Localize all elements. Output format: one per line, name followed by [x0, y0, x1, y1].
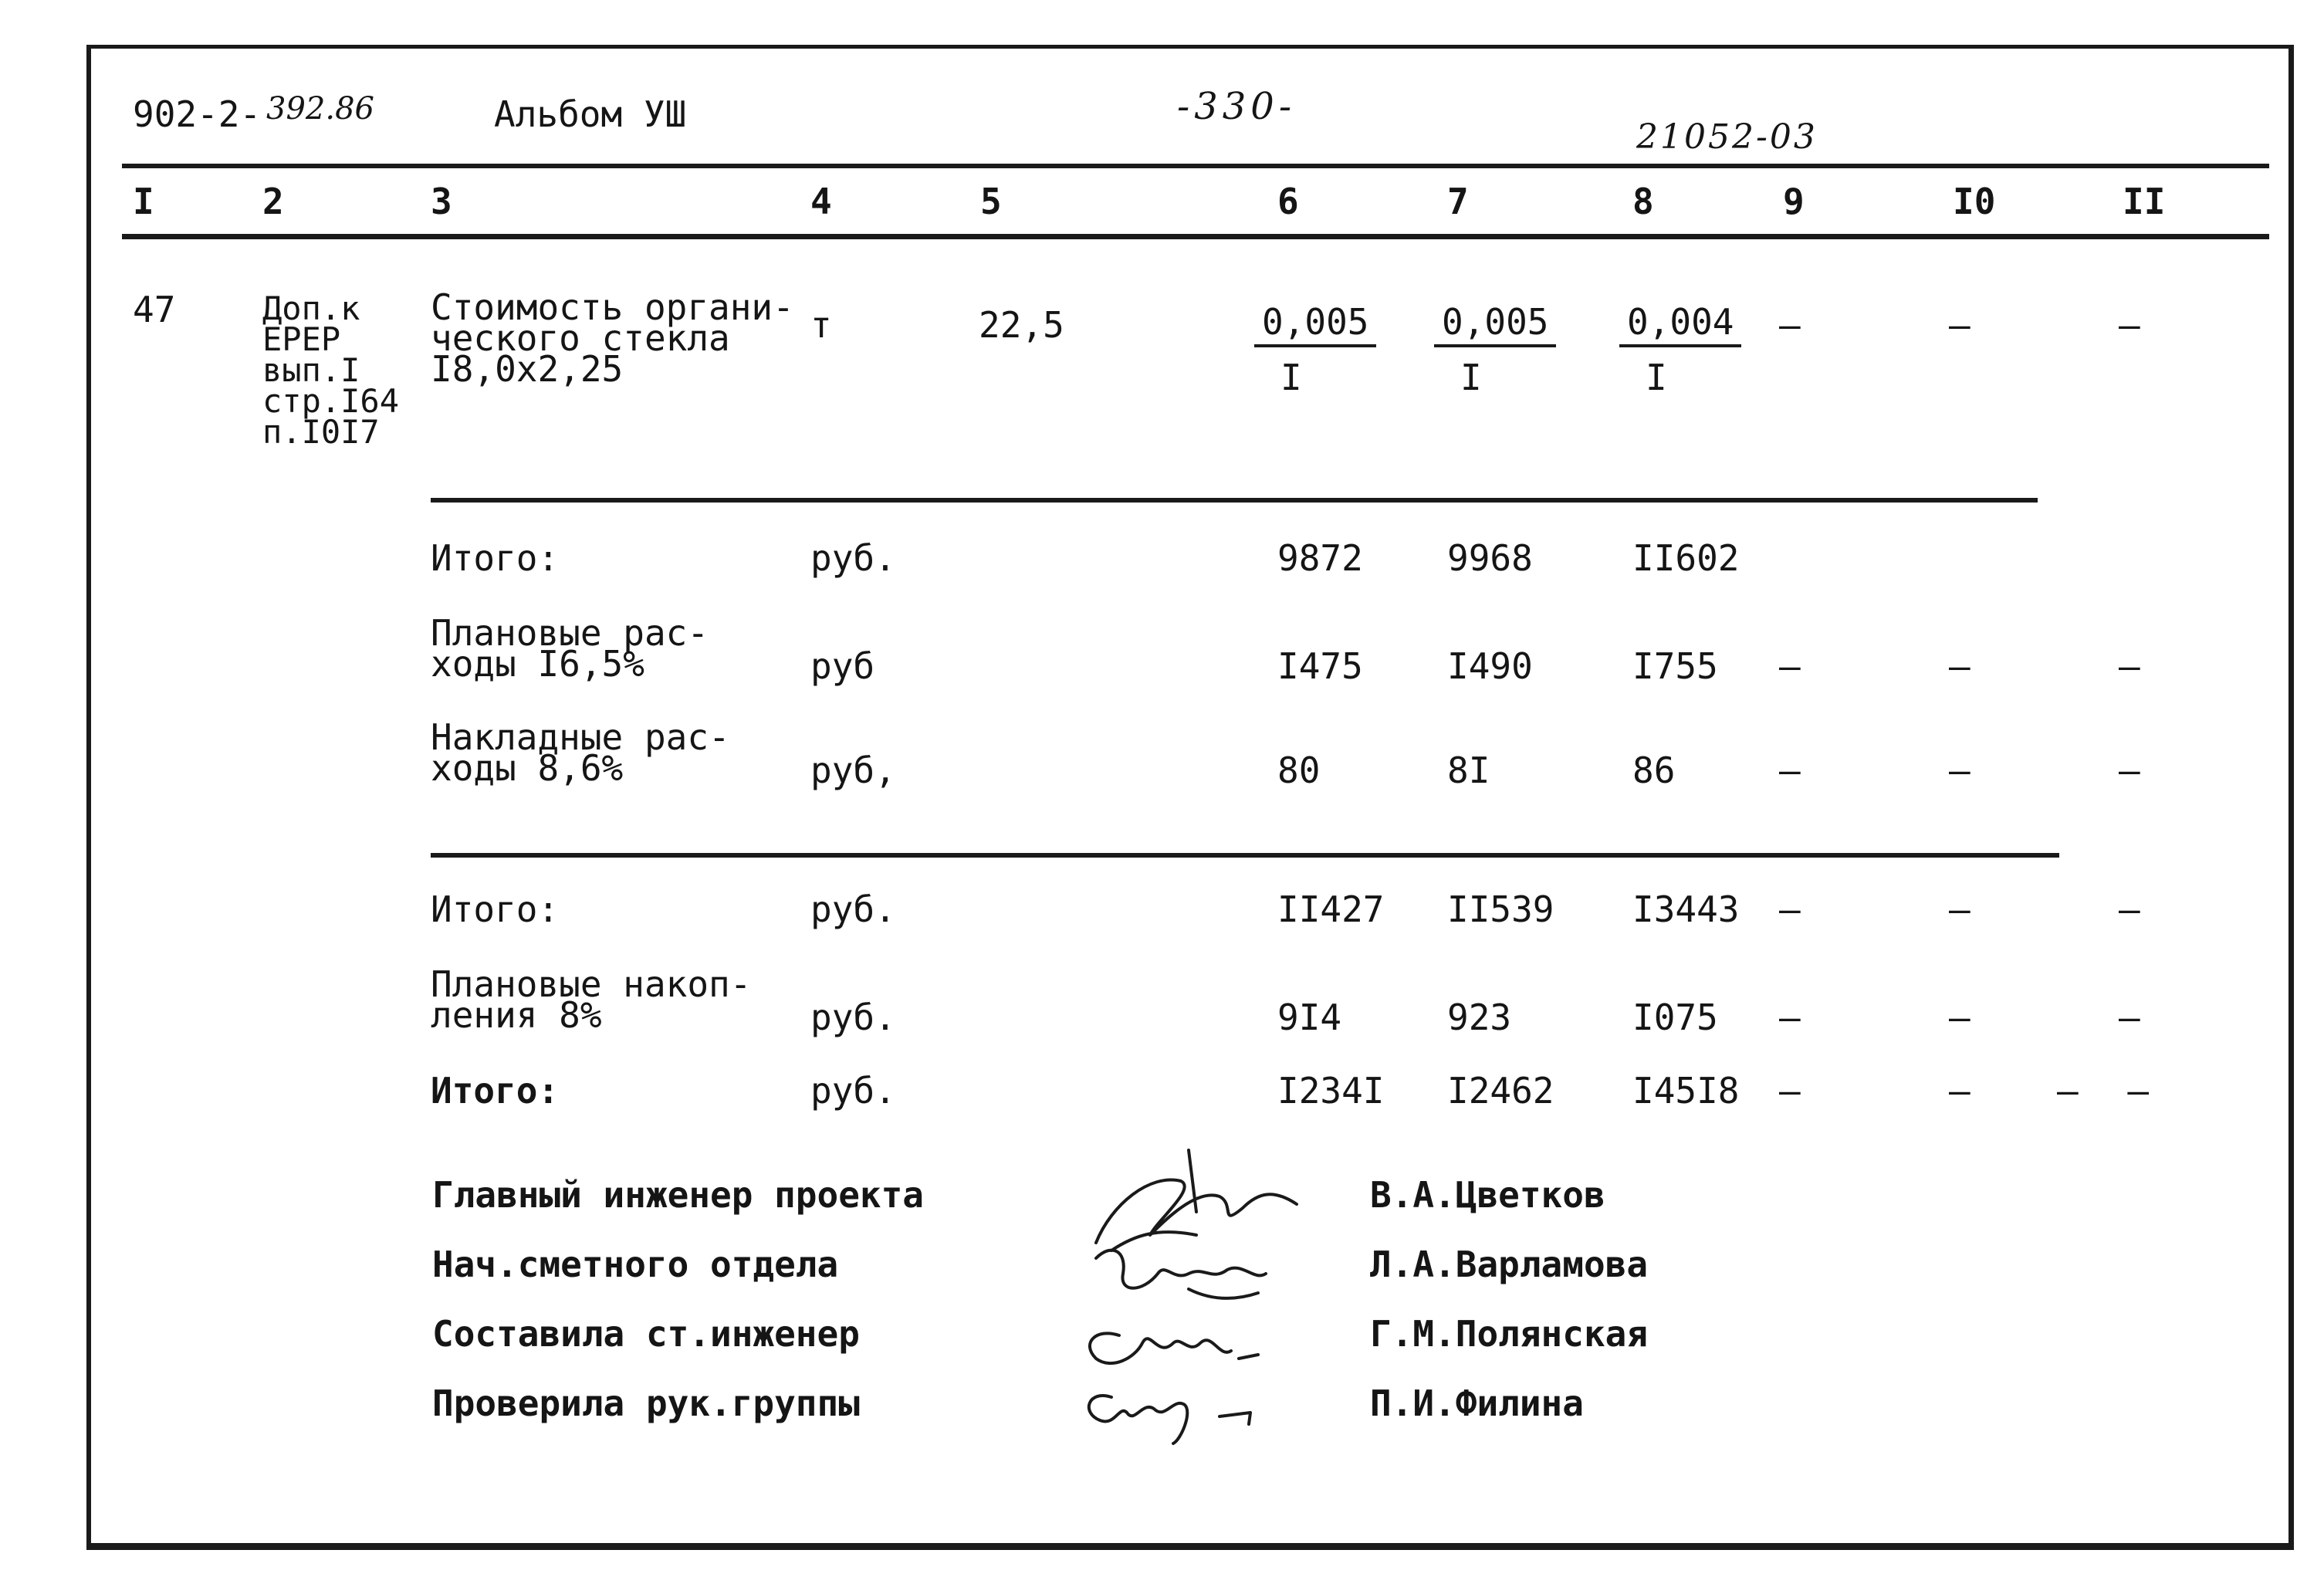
summary-col11-4: – [2119, 888, 2140, 930]
signer-name-4: П.И.Филина [1370, 1382, 1584, 1424]
summary-col9-4: – [1779, 888, 1801, 930]
signer-name-3: Г.М.Полянская [1370, 1313, 1649, 1355]
col-head-8: 8 [1632, 181, 1654, 222]
col-head-3: 3 [431, 181, 452, 222]
item-unit: т [810, 304, 832, 346]
summary-col9-3: – [1779, 750, 1801, 791]
item-col6-denominator: I [1280, 357, 1302, 398]
summary-label-3: Накладные рас- ходы 8,6% [431, 716, 730, 789]
col-head-11: II [2123, 181, 2166, 222]
summary-label-5: Плановые накоп- ления 8% [431, 963, 752, 1036]
col-head-4: 4 [810, 181, 832, 222]
col-head-10: I0 [1953, 181, 1996, 222]
summary-separator-rule [431, 853, 2059, 858]
summary-col8-6: I45I8 [1632, 1070, 1740, 1112]
summary-unit-2: руб [810, 645, 875, 687]
inventory-number: 21052-03 [1636, 117, 1818, 157]
summary-col7-5: 923 [1447, 997, 1512, 1038]
summary-col6-4: II427 [1277, 888, 1385, 930]
signer-role-2: Нач.сметного отдела [432, 1244, 839, 1285]
summary-col8-1: II602 [1632, 537, 1740, 579]
summary-col8-2: I755 [1632, 645, 1718, 687]
item-col7-fraction [1434, 303, 1556, 397]
signature-4-handwriting [1065, 1366, 1266, 1459]
summary-col10-6: – [1949, 1070, 1970, 1112]
summary-unit-4: руб. [810, 888, 896, 930]
summary-label-6: Итого: [431, 1070, 560, 1112]
summary-col6-3: 80 [1277, 750, 1321, 791]
summary-label-4: Итого: [431, 888, 560, 930]
item-col9: – [1779, 304, 1801, 346]
col-head-5: 5 [980, 181, 1002, 222]
item-col11: – [2119, 304, 2140, 346]
summary-col8-3: 86 [1632, 750, 1676, 791]
item-col10: – [1949, 304, 1970, 346]
summary-unit-5: руб. [810, 997, 896, 1038]
summary-col11-6: – – [2057, 1070, 2163, 1112]
summary-unit-1: руб. [810, 537, 896, 579]
summary-col7-2: I490 [1447, 645, 1533, 687]
col-head-7: 7 [1447, 181, 1469, 222]
summary-col6-2: I475 [1277, 645, 1363, 687]
item-name: Стоимость органи- ческого стекла I8,0x2,25 [431, 286, 794, 390]
summary-col9-5: – [1779, 997, 1801, 1038]
col-head-6: 6 [1277, 181, 1299, 222]
summary-col10-4: – [1949, 888, 1970, 930]
summary-col9-2: – [1779, 645, 1801, 687]
signer-name-2: Л.А.Варламова [1370, 1244, 1649, 1285]
page-number: -330- [1177, 85, 1297, 128]
summary-col11-5: – [2119, 997, 2140, 1038]
item-col7-numerator: 0,005 [1434, 303, 1556, 347]
item-col8-fraction [1619, 303, 1741, 397]
col-head-9: 9 [1783, 181, 1805, 222]
signer-name-1: В.А.Цветков [1370, 1174, 1605, 1216]
summary-col6-6: I234I [1277, 1070, 1385, 1112]
summary-col6-5: 9I4 [1277, 997, 1342, 1038]
summary-label-1: Итого: [431, 537, 560, 579]
doc-code-handwritten: 392.86 [266, 91, 374, 127]
summary-col7-6: I2462 [1447, 1070, 1554, 1112]
item-number: 47 [133, 289, 176, 330]
header-rule-bottom [122, 234, 2269, 239]
header-rule-top [122, 164, 2269, 168]
signer-role-3: Составила ст.инженер [432, 1313, 860, 1355]
col-head-2: 2 [262, 181, 284, 222]
item-col7-denominator: I [1460, 357, 1482, 398]
col-head-1: I [133, 181, 154, 222]
summary-col7-4: II539 [1447, 888, 1554, 930]
summary-col7-3: 8I [1447, 750, 1490, 791]
signer-role-4: Проверила рук.группы [432, 1382, 860, 1424]
item-col8-denominator: I [1646, 357, 1667, 398]
item-col6-numerator: 0,005 [1254, 303, 1376, 347]
item-reference: Доп.к ЕРЕР вып.I стр.I64 п.I0I7 [262, 289, 400, 451]
item-col6-fraction [1254, 303, 1376, 397]
doc-code: 902-2- [133, 93, 262, 135]
summary-unit-3: руб, [810, 750, 896, 791]
summary-col8-4: I3443 [1632, 888, 1740, 930]
summary-col10-2: – [1949, 645, 1970, 687]
item-separator-rule [431, 498, 2038, 503]
summary-col8-5: I075 [1632, 997, 1718, 1038]
summary-col10-3: – [1949, 750, 1970, 791]
summary-col10-5: – [1949, 997, 1970, 1038]
summary-col6-1: 9872 [1277, 537, 1363, 579]
summary-col9-6: – [1779, 1070, 1801, 1112]
item-col8-numerator: 0,004 [1619, 303, 1741, 347]
album-label: Альбом УШ [494, 93, 687, 135]
summary-label-2: Плановые рас- ходы I6,5% [431, 612, 709, 685]
item-quantity: 22,5 [979, 304, 1064, 346]
summary-unit-6: руб. [810, 1070, 896, 1112]
summary-col7-1: 9968 [1447, 537, 1533, 579]
summary-col11-3: – [2119, 750, 2140, 791]
signer-role-1: Главный инженер проекта [432, 1174, 924, 1216]
summary-col11-2: – [2119, 645, 2140, 687]
